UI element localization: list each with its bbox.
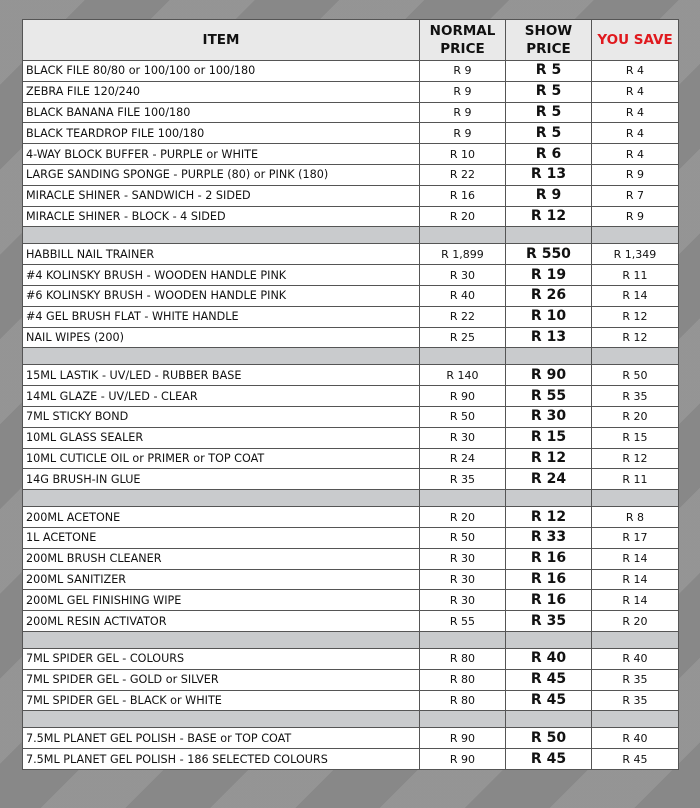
group-separator xyxy=(23,490,679,507)
table-row xyxy=(23,185,679,206)
show-price-cell: R 45 xyxy=(506,690,592,711)
normal-price-cell: R 80 xyxy=(420,690,506,711)
normal-price-cell: R 35 xyxy=(420,469,506,490)
you-save-cell: R 35 xyxy=(592,669,679,690)
table-row xyxy=(23,749,679,770)
header-show-price: SHOW PRICE xyxy=(506,20,592,61)
separator-cell xyxy=(506,711,592,728)
normal-price-cell: R 80 xyxy=(420,648,506,669)
table-row xyxy=(23,590,679,611)
item-cell: 7.5ML PLANET GEL POLISH - 186 SELECTED COLOURS xyxy=(23,749,420,770)
normal-price-cell: R 30 xyxy=(420,265,506,286)
normal-price-cell: R 30 xyxy=(420,427,506,448)
normal-price-cell: R 9 xyxy=(420,123,506,144)
item-cell: 7ML SPIDER GEL - BLACK or WHITE xyxy=(23,690,420,711)
group-separator xyxy=(23,631,679,648)
normal-price-cell: R 90 xyxy=(420,728,506,749)
group-separator xyxy=(23,348,679,365)
item-cell: 10ML GLASS SEALER xyxy=(23,427,420,448)
table-row xyxy=(23,611,679,632)
normal-price-cell: R 50 xyxy=(420,406,506,427)
show-price-cell: R 55 xyxy=(506,386,592,407)
separator-cell xyxy=(420,711,506,728)
show-price-cell: R 550 xyxy=(506,244,592,265)
separator-cell xyxy=(23,711,420,728)
show-price-cell: R 12 xyxy=(506,448,592,469)
you-save-cell: R 4 xyxy=(592,61,679,82)
show-price-cell: R 15 xyxy=(506,427,592,448)
separator-cell xyxy=(506,490,592,507)
show-price-cell: R 26 xyxy=(506,285,592,306)
you-save-cell: R 1,349 xyxy=(592,244,679,265)
show-price-cell: R 90 xyxy=(506,365,592,386)
header-item: ITEM xyxy=(23,20,420,61)
show-price-cell: R 5 xyxy=(506,81,592,102)
you-save-cell: R 45 xyxy=(592,749,679,770)
separator-cell xyxy=(506,348,592,365)
normal-price-cell: R 40 xyxy=(420,285,506,306)
normal-price-cell: R 20 xyxy=(420,507,506,528)
normal-price-cell: R 1,899 xyxy=(420,244,506,265)
item-cell: 7ML SPIDER GEL - GOLD or SILVER xyxy=(23,669,420,690)
item-cell: 200ML SANITIZER xyxy=(23,569,420,590)
normal-price-cell: R 22 xyxy=(420,306,506,327)
show-price-cell: R 19 xyxy=(506,265,592,286)
item-cell: NAIL WIPES (200) xyxy=(23,327,420,348)
normal-price-cell: R 140 xyxy=(420,365,506,386)
table-row xyxy=(23,244,679,265)
separator-cell xyxy=(592,227,679,244)
normal-price-cell: R 30 xyxy=(420,548,506,569)
separator-cell xyxy=(420,227,506,244)
you-save-cell: R 4 xyxy=(592,102,679,123)
show-price-cell: R 16 xyxy=(506,590,592,611)
table-body xyxy=(23,61,679,770)
table-row xyxy=(23,569,679,590)
table-row xyxy=(23,507,679,528)
item-cell: LARGE SANDING SPONGE - PURPLE (80) or PINK (180) xyxy=(23,164,420,185)
separator-cell xyxy=(420,348,506,365)
item-cell: 10ML CUTICLE OIL or PRIMER or TOP COAT xyxy=(23,448,420,469)
you-save-cell: R 35 xyxy=(592,690,679,711)
table-row xyxy=(23,386,679,407)
item-cell: 7ML SPIDER GEL - COLOURS xyxy=(23,648,420,669)
item-cell: 200ML GEL FINISHING WIPE xyxy=(23,590,420,611)
you-save-cell: R 7 xyxy=(592,185,679,206)
normal-price-cell: R 16 xyxy=(420,185,506,206)
show-price-cell: R 35 xyxy=(506,611,592,632)
table-row xyxy=(23,144,679,165)
you-save-cell: R 4 xyxy=(592,144,679,165)
show-price-cell: R 5 xyxy=(506,123,592,144)
normal-price-cell: R 55 xyxy=(420,611,506,632)
table-row xyxy=(23,265,679,286)
table-row xyxy=(23,365,679,386)
you-save-cell: R 11 xyxy=(592,469,679,490)
table-row xyxy=(23,648,679,669)
item-cell: 14ML GLAZE - UV/LED - CLEAR xyxy=(23,386,420,407)
you-save-cell: R 35 xyxy=(592,386,679,407)
header-normal-price: NORMAL PRICE xyxy=(420,20,506,61)
table-row xyxy=(23,527,679,548)
item-cell: 200ML ACETONE xyxy=(23,507,420,528)
item-cell: #6 KOLINSKY BRUSH - WOODEN HANDLE PINK xyxy=(23,285,420,306)
you-save-cell: R 14 xyxy=(592,548,679,569)
show-price-cell: R 6 xyxy=(506,144,592,165)
normal-price-cell: R 20 xyxy=(420,206,506,227)
table-row xyxy=(23,164,679,185)
you-save-cell: R 40 xyxy=(592,728,679,749)
table-row xyxy=(23,448,679,469)
price-list-table xyxy=(22,19,679,770)
you-save-cell: R 12 xyxy=(592,306,679,327)
table-row xyxy=(23,728,679,749)
normal-price-cell: R 9 xyxy=(420,81,506,102)
normal-price-cell: R 30 xyxy=(420,590,506,611)
table-row xyxy=(23,406,679,427)
group-separator xyxy=(23,227,679,244)
normal-price-cell: R 9 xyxy=(420,102,506,123)
separator-cell xyxy=(23,490,420,507)
item-cell: #4 GEL BRUSH FLAT - WHITE HANDLE xyxy=(23,306,420,327)
you-save-cell: R 14 xyxy=(592,285,679,306)
item-cell: 200ML BRUSH CLEANER xyxy=(23,548,420,569)
separator-cell xyxy=(506,227,592,244)
table-row xyxy=(23,61,679,82)
you-save-cell: R 12 xyxy=(592,327,679,348)
table-row xyxy=(23,669,679,690)
normal-price-cell: R 22 xyxy=(420,164,506,185)
show-price-cell: R 16 xyxy=(506,569,592,590)
show-price-cell: R 10 xyxy=(506,306,592,327)
separator-cell xyxy=(23,227,420,244)
item-cell: BLACK TEARDROP FILE 100/180 xyxy=(23,123,420,144)
separator-cell xyxy=(592,490,679,507)
item-cell: BLACK FILE 80/80 or 100/100 or 100/180 xyxy=(23,61,420,82)
you-save-cell: R 11 xyxy=(592,265,679,286)
table-row xyxy=(23,690,679,711)
item-cell: #4 KOLINSKY BRUSH - WOODEN HANDLE PINK xyxy=(23,265,420,286)
table-row xyxy=(23,102,679,123)
separator-cell xyxy=(592,348,679,365)
show-price-cell: R 33 xyxy=(506,527,592,548)
you-save-cell: R 17 xyxy=(592,527,679,548)
separator-cell xyxy=(592,711,679,728)
you-save-cell: R 50 xyxy=(592,365,679,386)
you-save-cell: R 4 xyxy=(592,81,679,102)
show-price-cell: R 16 xyxy=(506,548,592,569)
table-row xyxy=(23,327,679,348)
you-save-cell: R 9 xyxy=(592,206,679,227)
table-row xyxy=(23,123,679,144)
normal-price-cell: R 24 xyxy=(420,448,506,469)
normal-price-cell: R 30 xyxy=(420,569,506,590)
show-price-cell: R 13 xyxy=(506,327,592,348)
show-price-cell: R 13 xyxy=(506,164,592,185)
normal-price-cell: R 90 xyxy=(420,749,506,770)
table-row xyxy=(23,427,679,448)
table-row xyxy=(23,548,679,569)
table-row xyxy=(23,285,679,306)
you-save-cell: R 14 xyxy=(592,590,679,611)
normal-price-cell: R 9 xyxy=(420,61,506,82)
show-price-cell: R 5 xyxy=(506,61,592,82)
item-cell: 1L ACETONE xyxy=(23,527,420,548)
separator-cell xyxy=(23,631,420,648)
you-save-cell: R 20 xyxy=(592,611,679,632)
you-save-cell: R 40 xyxy=(592,648,679,669)
item-cell: 7ML STICKY BOND xyxy=(23,406,420,427)
header-you-save: YOU SAVE xyxy=(592,20,679,61)
item-cell: 14G BRUSH-IN GLUE xyxy=(23,469,420,490)
item-cell: 15ML LASTIK - UV/LED - RUBBER BASE xyxy=(23,365,420,386)
normal-price-cell: R 25 xyxy=(420,327,506,348)
item-cell: 200ML RESIN ACTIVATOR xyxy=(23,611,420,632)
show-price-cell: R 45 xyxy=(506,749,592,770)
you-save-cell: R 14 xyxy=(592,569,679,590)
table-header-row xyxy=(23,20,679,61)
you-save-cell: R 15 xyxy=(592,427,679,448)
table-row xyxy=(23,206,679,227)
show-price-cell: R 50 xyxy=(506,728,592,749)
normal-price-cell: R 50 xyxy=(420,527,506,548)
normal-price-cell: R 90 xyxy=(420,386,506,407)
separator-cell xyxy=(420,490,506,507)
normal-price-cell: R 10 xyxy=(420,144,506,165)
item-cell: MIRACLE SHINER - SANDWICH - 2 SIDED xyxy=(23,185,420,206)
normal-price-cell: R 80 xyxy=(420,669,506,690)
group-separator xyxy=(23,711,679,728)
you-save-cell: R 4 xyxy=(592,123,679,144)
show-price-cell: R 45 xyxy=(506,669,592,690)
item-cell: BLACK BANANA FILE 100/180 xyxy=(23,102,420,123)
you-save-cell: R 8 xyxy=(592,507,679,528)
you-save-cell: R 12 xyxy=(592,448,679,469)
show-price-cell: R 12 xyxy=(506,507,592,528)
item-cell: HABBILL NAIL TRAINER xyxy=(23,244,420,265)
separator-cell xyxy=(420,631,506,648)
item-cell: 7.5ML PLANET GEL POLISH - BASE or TOP COAT xyxy=(23,728,420,749)
you-save-cell: R 20 xyxy=(592,406,679,427)
you-save-cell: R 9 xyxy=(592,164,679,185)
show-price-cell: R 40 xyxy=(506,648,592,669)
separator-cell xyxy=(592,631,679,648)
show-price-cell: R 9 xyxy=(506,185,592,206)
item-cell: 4-WAY BLOCK BUFFER - PURPLE or WHITE xyxy=(23,144,420,165)
table-row xyxy=(23,306,679,327)
item-cell: ZEBRA FILE 120/240 xyxy=(23,81,420,102)
item-cell: MIRACLE SHINER - BLOCK - 4 SIDED xyxy=(23,206,420,227)
separator-cell xyxy=(23,348,420,365)
show-price-cell: R 12 xyxy=(506,206,592,227)
show-price-cell: R 5 xyxy=(506,102,592,123)
show-price-cell: R 24 xyxy=(506,469,592,490)
show-price-cell: R 30 xyxy=(506,406,592,427)
table-row xyxy=(23,81,679,102)
table-row xyxy=(23,469,679,490)
separator-cell xyxy=(506,631,592,648)
